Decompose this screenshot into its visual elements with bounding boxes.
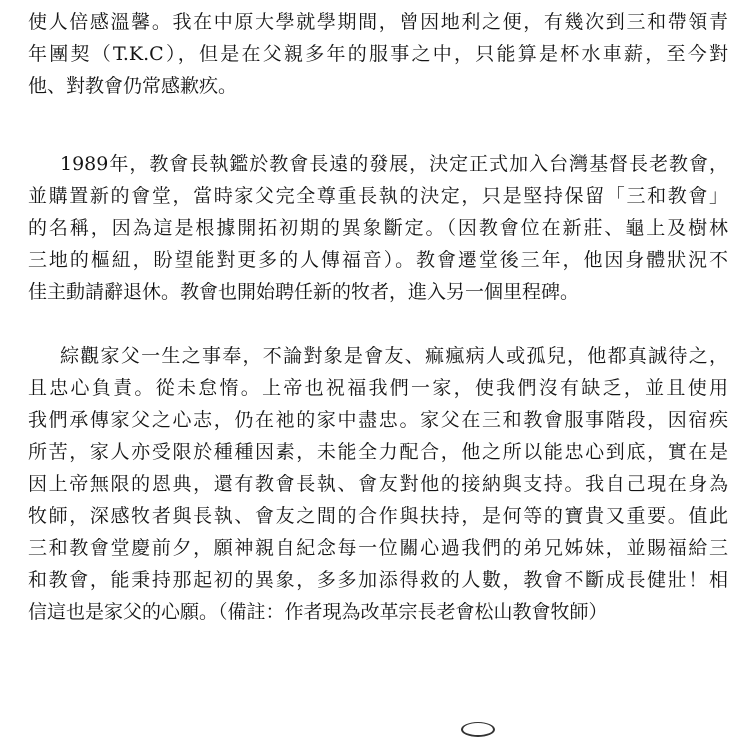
paragraph-church-history (28, 148, 728, 308)
text-line: 牧師，深感牧者與長執、會友之間的合作與扶持，是何等的寶貴又重要。值此 (28, 505, 728, 527)
text-line: 所苦，家人亦受限於種種因素，未能全力配合，他之所以能忠心到底，實在是 (28, 441, 728, 463)
text-line: 信這也是家父的心願。（備註：作者現為改革宗長老會松山教會牧師） (28, 601, 608, 623)
text-line: 佳主動請辭退休。教會也開始聘任新的牧者，進入另一個里程碑。 (28, 281, 580, 303)
text-line: 三地的樞紐，盼望能對更多的人傳福音）。教會遷堂後三年，他因身體狀況不 (28, 249, 728, 271)
text-line: 且忠心負責。從未怠惰。上帝也祝福我們一家，使我們沒有缺乏，並且使用 (28, 377, 728, 399)
text-line: 使人倍感溫馨。我在中原大學就學期間，曾因地利之便，有幾次到三和帶領青 (28, 11, 728, 33)
text-line: 1989年，教會長執鑑於教會長遠的發展，決定正式加入台灣基督長老教會， (60, 153, 728, 175)
text-line: 的名稱，因為這是根據開拓初期的異象斷定。（因教會位在新莊、龜上及樹林 (28, 217, 728, 239)
text-line: 他、對教會仍常感歉疚。 (28, 75, 238, 97)
text-line: 我們承傳家父之心志，仍在祂的家中盡忠。家父在三和教會服事階段，因宿疾 (28, 409, 728, 431)
text-line: 年團契（T.K.C），但是在父親多年的服事之中，只能算是杯水車薪，至今對 (28, 43, 728, 65)
paragraph-reflection (28, 340, 728, 628)
text-line: 和教會，能秉持那起初的異象，多多加添得救的人數，教會不斷成長健壯！相 (28, 569, 728, 591)
text-line: 因上帝無限的恩典，還有教會長執、會友對他的接納與支持。我自己現在身為 (28, 473, 728, 495)
page-number-mark (461, 722, 495, 737)
text-line: 三和教會堂慶前夕，願神親自紀念每一位關心過我們的弟兄姊妹，並賜福給三 (28, 537, 728, 559)
text-line: 綜觀家父一生之事奉，不論對象是會友、痲瘋病人或孤兒，他都真誠待之， (60, 345, 728, 367)
text-line: 並購置新的會堂，當時家父完全尊重長執的決定，只是堅持保留「三和教會」 (28, 185, 728, 207)
paragraph-continuation (28, 6, 728, 102)
